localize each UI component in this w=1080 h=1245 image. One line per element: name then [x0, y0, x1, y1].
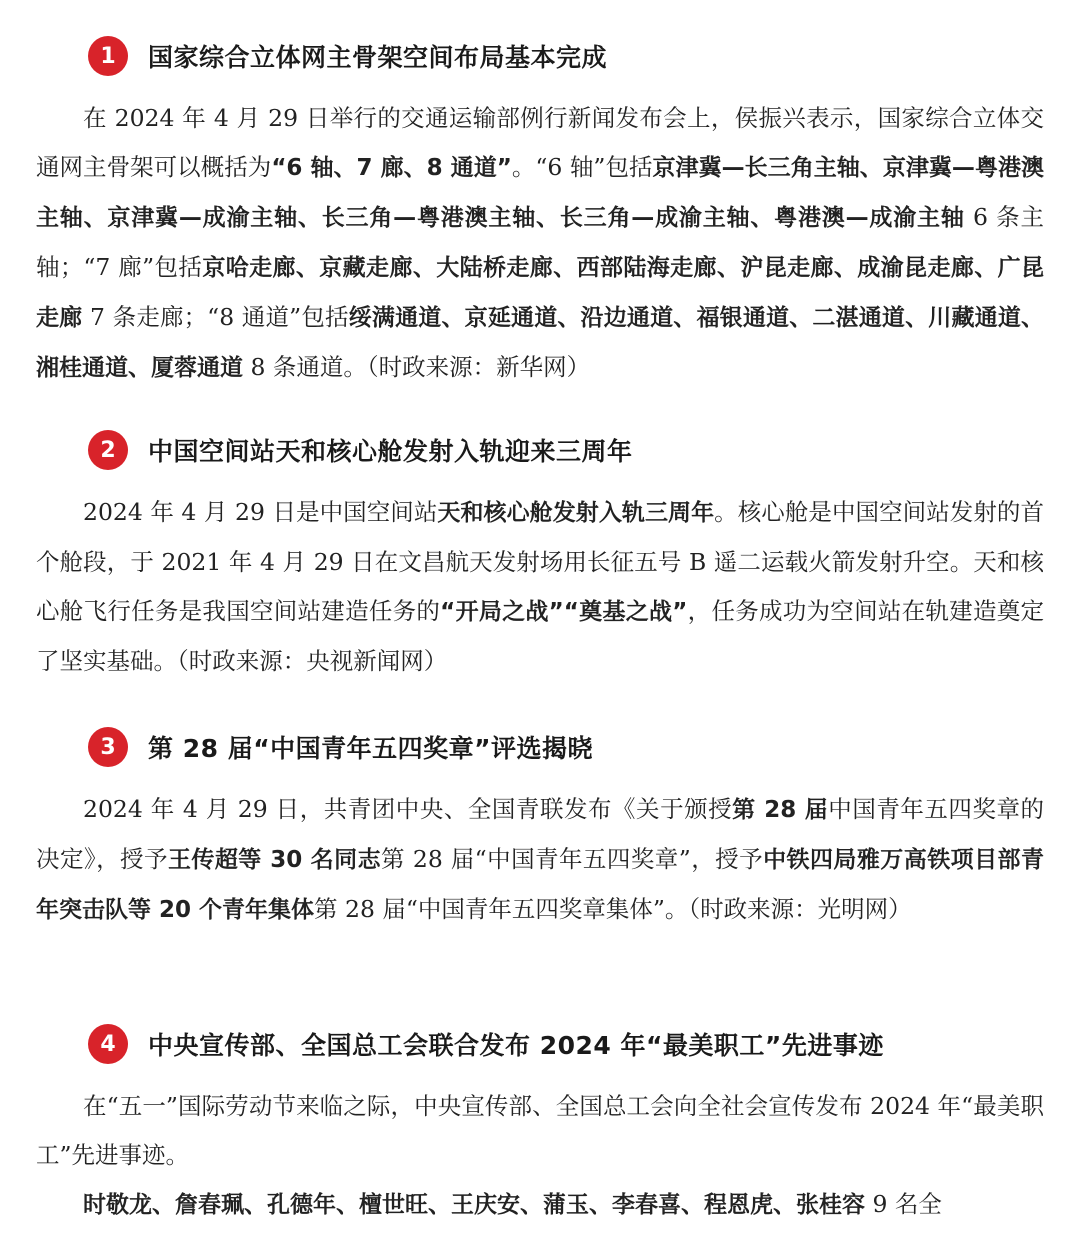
bold-text-run: 京津冀—长三角主轴、京津冀—粤港澳主轴、京津冀—成渝主轴、长三角—粤港澳主轴、长三角—成渝主轴、粤港澳—成渝主轴 [36, 155, 1045, 231]
section-number-badge: 2 [88, 430, 128, 470]
section-3-paragraph [36, 785, 1044, 935]
text-run: 6 条主轴；“7 廊”包括 [36, 203, 1044, 281]
text-run: 9 名全 [865, 1190, 942, 1218]
text-run: 在 2024 年 4 月 29 日举行的交通运输部例行新闻发布会上，侯振兴表示，国家综合立体交通网主骨架可以概括为 [36, 104, 1044, 181]
text-run: 第 28 届“中国青年五四奖章集体”。（时政来源：光明网） [314, 895, 912, 923]
text-run: ，任务成功为空间站在轨建造奠定了坚实基础。（时政来源：央视新闻网） [36, 597, 1045, 675]
text-run: 8 条通道。（时政来源：新华网） [243, 353, 591, 381]
bold-text-run: 时敬龙、詹春珮、孔德年、檀世旺、王庆安、蒲玉、李春喜、程恩虎、张桂容 [83, 1192, 865, 1218]
section-number-badge: 1 [88, 36, 128, 76]
section-3-body [36, 785, 1044, 935]
section-1-heading [88, 36, 607, 76]
bold-text-run: 王传超等 30 名同志 [167, 847, 382, 873]
section-4-heading [88, 1024, 884, 1064]
section-4-paragraph-2 [36, 1180, 1044, 1230]
section-number-badge: 4 [88, 1024, 128, 1064]
section-title: 中央宣传部、全国总工会联合发布 2024 年“最美职工”先进事迹 [148, 1031, 884, 1060]
text-run: 2024 年 4 月 29 日是中国空间站 [83, 498, 438, 526]
bold-text-run: 京哈走廊、京藏走廊、大陆桥走廊、西部陆海走廊、沪昆走廊、成渝昆走廊、广昆走廊 [36, 255, 1045, 331]
section-title: 第 28 届“中国青年五四奖章”评选揭晓 [148, 734, 594, 763]
section-3-heading [88, 727, 593, 767]
text-run: 。“6 轴”包括 [511, 153, 653, 181]
text-run: 第 28 届“中国青年五四奖章”，授予 [381, 845, 764, 873]
section-1-paragraph [36, 94, 1044, 393]
section-1-body [36, 94, 1044, 393]
text-run: 。核心舱是中国空间站发射的首个舱段，于 2021 年 4 月 29 日在文昌航天发射场用长征五号 B 遥二运载火箭发射升空。天和核心舱飞行任务是我国空间站建造任务的 [36, 498, 1044, 625]
section-title: 国家综合立体网主骨架空间布局基本完成 [148, 43, 608, 72]
section-4-body [36, 1082, 1044, 1230]
bold-text-run: 第 28 届 [732, 797, 829, 823]
section-2-paragraph [36, 488, 1044, 686]
bold-text-run: 中铁四局雅万高铁项目部青年突击队等 20 个青年集体 [36, 847, 1045, 923]
section-2-heading [88, 430, 633, 470]
text-run: 中国青年五四奖章的决定》，授予 [36, 795, 1044, 873]
section-title: 中国空间站天和核心舱发射入轨迎来三周年 [148, 437, 633, 466]
section-number-badge: 3 [88, 727, 128, 767]
bold-text-run: 绥满通道、京延通道、沿边通道、福银通道、二湛通道、川藏通道、湘桂通道、厦蓉通道 [36, 305, 1045, 381]
bold-text-run: “6 轴、7 廊、8 通道” [271, 155, 512, 181]
text-run: 7 条走廊；“8 通道”包括 [82, 303, 349, 331]
text-run: 2024 年 4 月 29 日，共青团中央、全国青联发布《关于颁授 [83, 795, 733, 823]
section-4-paragraph [36, 1082, 1044, 1180]
text-run: 在“五一”国际劳动节来临之际，中央宣传部、全国总工会向全社会宣传发布 2024 年“最美职工”先进事迹。 [36, 1092, 1044, 1169]
bold-text-run: “开局之战”“奠基之战” [440, 599, 688, 625]
bold-text-run: 天和核心舱发射入轨三周年 [437, 500, 715, 526]
section-2-body [36, 488, 1044, 686]
